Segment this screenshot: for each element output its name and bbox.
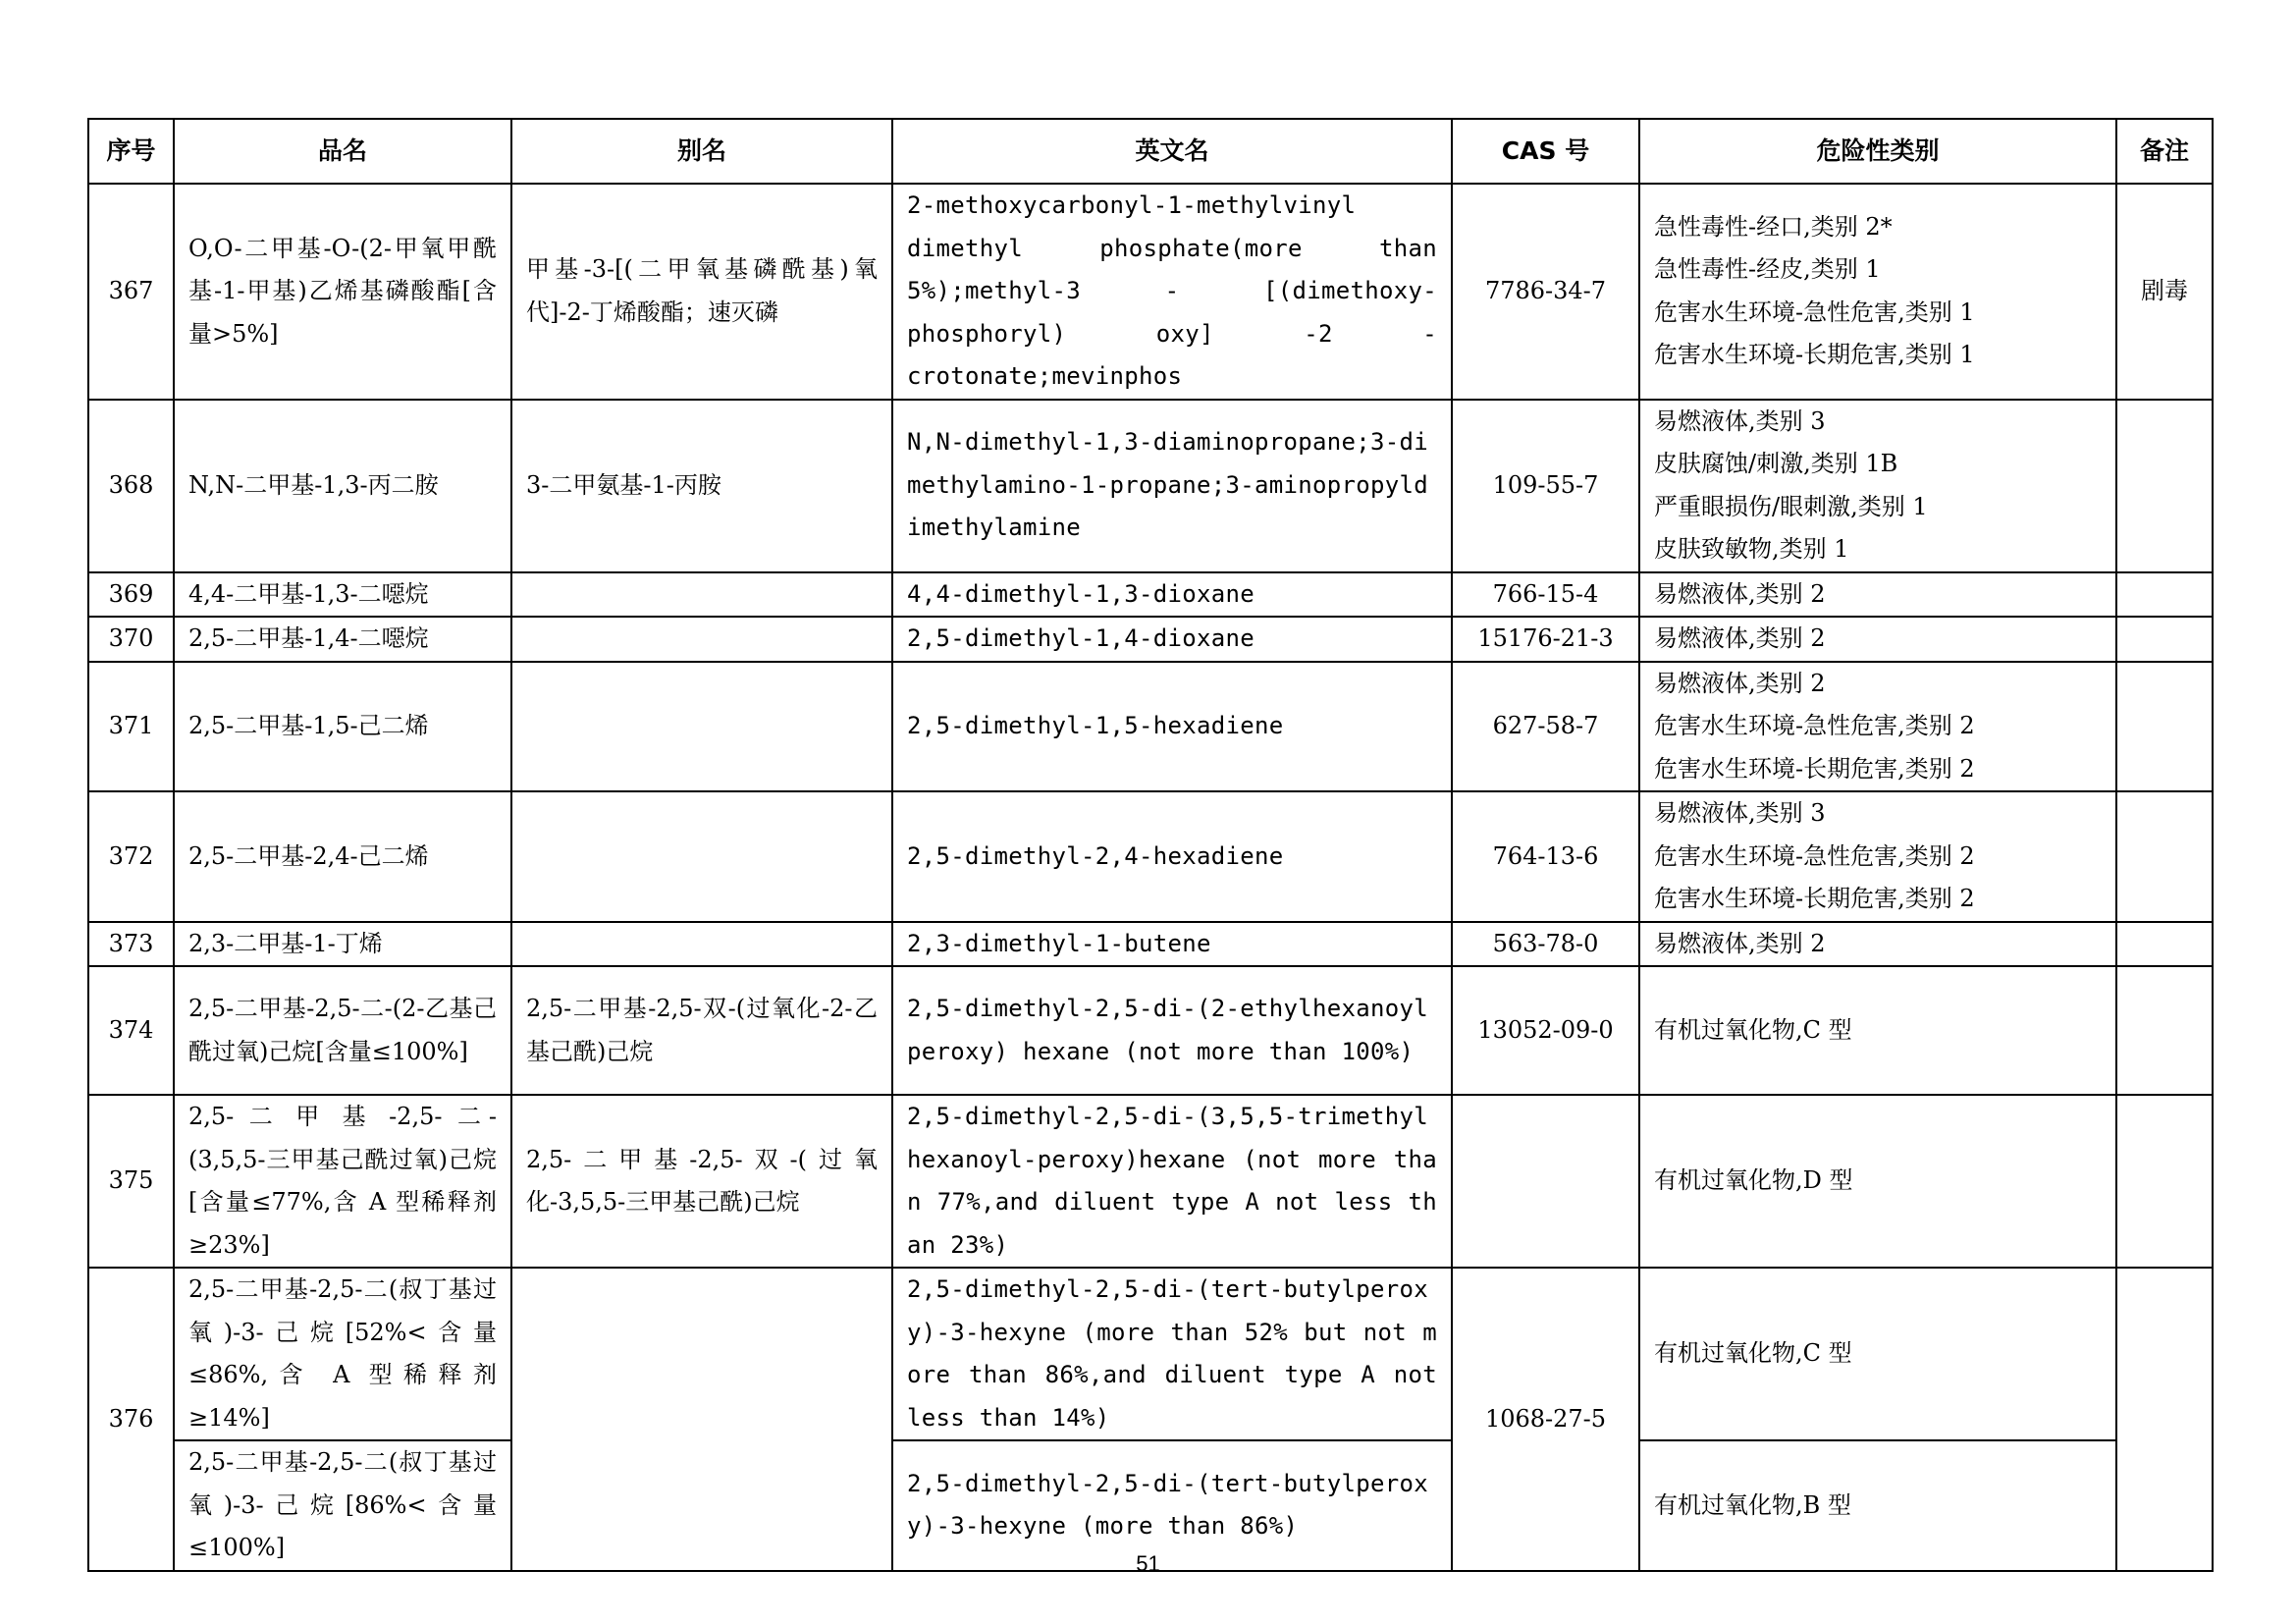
hazard-line: 易燃液体,类别 2 — [1654, 929, 1826, 957]
hazard-line: 严重眼损伤/眼刺激,类别 1 — [1654, 492, 1928, 520]
hazard-line: 易燃液体,类别 2 — [1654, 669, 1826, 697]
cell-alias — [511, 791, 892, 922]
header-no: 序号 — [88, 119, 174, 184]
hazard-line: 皮肤腐蚀/刺激,类别 1B — [1654, 450, 1898, 477]
cell-english: 2,5-dimethyl-1,4-dioxane — [892, 617, 1452, 662]
cell-no: 370 — [88, 617, 174, 662]
table-row — [88, 617, 2213, 662]
header-name: 品名 — [174, 119, 511, 184]
cell-cas: 764-13-6 — [1452, 791, 1639, 922]
hazardous-chemicals-table — [87, 118, 2214, 1572]
hazard-line: 易燃液体,类别 3 — [1654, 799, 1826, 827]
cell-remark — [2116, 922, 2213, 967]
cell-no: 375 — [88, 1095, 174, 1268]
cell-alias — [511, 662, 892, 792]
table-row — [88, 184, 2213, 400]
cell-alias: 2,5-二甲基-2,5-双-(过氧化-3,5,5-三甲基己酰)己烷 — [511, 1095, 892, 1268]
hazard-line: 有机过氧化物,C 型 — [1654, 1015, 1852, 1044]
cell-english: 2,5-dimethyl-1,5-hexadiene — [892, 662, 1452, 792]
cell-alias: 甲基-3-[(二甲氧基磷酰基)氧代]-2-丁烯酸酯；速灭磷 — [511, 184, 892, 400]
cell-english: N,N-dimethyl-1,3-diaminopropane;3-dimethylamino-1-propane;3-aminopropyldimethylamine — [892, 400, 1452, 572]
table-header-row — [88, 119, 2213, 184]
hazard-line: 急性毒性-经皮,类别 1 — [1654, 255, 1881, 284]
cell-cas: 627-58-7 — [1452, 662, 1639, 792]
hazard-line: 急性毒性-经口,类别 2* — [1654, 212, 1893, 241]
hazard-line: 易燃液体,类别 2 — [1654, 579, 1826, 608]
table-row — [88, 572, 2213, 618]
cell-hazard — [1639, 922, 2116, 967]
table-row — [88, 922, 2213, 967]
cell-alias — [511, 922, 892, 967]
cell-alias: 3-二甲氨基-1-丙胺 — [511, 400, 892, 572]
cell-hazard — [1639, 791, 2116, 922]
hazard-line: 有机过氧化物,B 型 — [1654, 1490, 1851, 1519]
cell-name: 2,5-二甲基-2,5-二-(2-乙基己酰过氧)己烷[含量≤100%] — [174, 966, 511, 1095]
cell-remark — [2116, 617, 2213, 662]
cell-english: 4,4-dimethyl-1,3-dioxane — [892, 572, 1452, 618]
cell-hazard — [1639, 1095, 2116, 1268]
cell-english: 2,5-dimethyl-2,5-di-(3,5,5-trimethylhexanoyl-peroxy)hexane (not more than 77%,and diluent type A not less than 23%) — [892, 1095, 1452, 1268]
cell-alias — [511, 1268, 892, 1571]
cell-no: 373 — [88, 922, 174, 967]
cell-cas: 7786-34-7 — [1452, 184, 1639, 400]
table-row — [88, 1095, 2213, 1268]
hazard-line: 危害水生环境-急性危害,类别 2 — [1654, 712, 1975, 739]
cell-english: 2,5-dimethyl-2,5-di-(tert-butylperoxy)-3-hexyne (more than 86%) — [892, 1440, 1452, 1571]
cell-name: 2,5-二甲基-2,5-二(叔丁基过氧)-3-己烷[86%<含量≤100%] — [174, 1440, 511, 1571]
cell-no: 372 — [88, 791, 174, 922]
cell-name: 4,4-二甲基-1,3-二噁烷 — [174, 572, 511, 618]
hazard-line: 危害水生环境-长期危害,类别 1 — [1654, 341, 1975, 369]
cell-name: 2,5-二甲基-1,4-二噁烷 — [174, 617, 511, 662]
cell-alias: 2,5-二甲基-2,5-双-(过氧化-2-乙基己酰)己烷 — [511, 966, 892, 1095]
cell-no: 369 — [88, 572, 174, 618]
cell-no: 371 — [88, 662, 174, 792]
header-remark: 备注 — [2116, 119, 2213, 184]
cell-name: 2,5-二甲基-2,4-己二烯 — [174, 791, 511, 922]
header-cas: CAS 号 — [1452, 119, 1639, 184]
cell-alias — [511, 572, 892, 618]
cell-remark — [2116, 572, 2213, 618]
cell-name: 2,5- 二 甲 基 -2,5- 二-(3,5,5-三甲基己酰过氧)己烷[含量≤77%,含 A 型稀释剂≥23%] — [174, 1095, 511, 1268]
cell-cas — [1452, 1095, 1639, 1268]
hazard-line: 危害水生环境-长期危害,类别 2 — [1654, 754, 1975, 783]
hazard-line: 危害水生环境-急性危害,类别 2 — [1654, 841, 1975, 870]
cell-remark — [2116, 791, 2213, 922]
header-alias: 别名 — [511, 119, 892, 184]
hazard-line: 危害水生环境-长期危害,类别 2 — [1654, 885, 1975, 912]
cell-remark — [2116, 966, 2213, 1095]
hazard-line: 易燃液体,类别 2 — [1654, 624, 1826, 652]
cell-alias — [511, 617, 892, 662]
hazard-line: 有机过氧化物,D 型 — [1654, 1166, 1853, 1195]
cell-english: 2-methoxycarbonyl-1-methylvinyl dimethyl phosphate(more than 5%);methyl-3 - [(dimethoxy-phosphoryl) oxy] -2 - crotonate;mevinphos — [892, 184, 1452, 400]
cell-no: 376 — [88, 1268, 174, 1571]
cell-cas: 15176-21-3 — [1452, 617, 1639, 662]
page-number: 51 — [1136, 1551, 1160, 1576]
cell-name: 2,5-二甲基-2,5-二(叔丁基过氧)-3-己烷[52%<含量≤86%,含 A 型稀释剂≥14%] — [174, 1268, 511, 1440]
cell-no: 374 — [88, 966, 174, 1095]
cell-cas: 766-15-4 — [1452, 572, 1639, 618]
cell-hazard — [1639, 617, 2116, 662]
cell-name: 2,5-二甲基-1,5-己二烯 — [174, 662, 511, 792]
cell-english: 2,3-dimethyl-1-butene — [892, 922, 1452, 967]
cell-hazard — [1639, 184, 2116, 400]
cell-remark — [2116, 1268, 2213, 1571]
cell-english: 2,5-dimethyl-2,4-hexadiene — [892, 791, 1452, 922]
table-row — [88, 966, 2213, 1095]
cell-remark — [2116, 1095, 2213, 1268]
cell-cas: 563-78-0 — [1452, 922, 1639, 967]
cell-no: 367 — [88, 184, 174, 400]
table-row — [88, 791, 2213, 922]
cell-remark: 剧毒 — [2116, 184, 2213, 400]
header-english: 英文名 — [892, 119, 1452, 184]
header-hazard: 危险性类别 — [1639, 119, 2116, 184]
cell-hazard — [1639, 662, 2116, 792]
cell-cas: 1068-27-5 — [1452, 1268, 1639, 1571]
cell-remark — [2116, 400, 2213, 572]
cell-no: 368 — [88, 400, 174, 572]
cell-hazard — [1639, 400, 2116, 572]
cell-remark — [2116, 662, 2213, 792]
cell-cas: 13052-09-0 — [1452, 966, 1639, 1095]
hazard-line: 危害水生环境-急性危害,类别 1 — [1654, 298, 1975, 326]
table-row — [88, 400, 2213, 572]
table-row — [88, 1268, 2213, 1440]
cell-name: O,O-二甲基-O-(2-甲氧甲酰基-1-甲基)乙烯基磷酸酯[含量>5%] — [174, 184, 511, 400]
cell-hazard — [1639, 1268, 2116, 1440]
cell-hazard — [1639, 966, 2116, 1095]
cell-cas: 109-55-7 — [1452, 400, 1639, 572]
cell-hazard — [1639, 572, 2116, 618]
hazard-line: 有机过氧化物,C 型 — [1654, 1339, 1852, 1368]
cell-english: 2,5-dimethyl-2,5-di-(2-ethylhexanoylperoxy) hexane (not more than 100%) — [892, 966, 1452, 1095]
cell-name: N,N-二甲基-1,3-丙二胺 — [174, 400, 511, 572]
cell-name: 2,3-二甲基-1-丁烯 — [174, 922, 511, 967]
hazard-line: 皮肤致敏物,类别 1 — [1654, 535, 1849, 563]
cell-english: 2,5-dimethyl-2,5-di-(tert-butylperoxy)-3-hexyne (more than 52% but not more than 86%,and diluent type A not less than 14%) — [892, 1268, 1452, 1440]
table-row — [88, 662, 2213, 792]
hazard-line: 易燃液体,类别 3 — [1654, 406, 1826, 435]
